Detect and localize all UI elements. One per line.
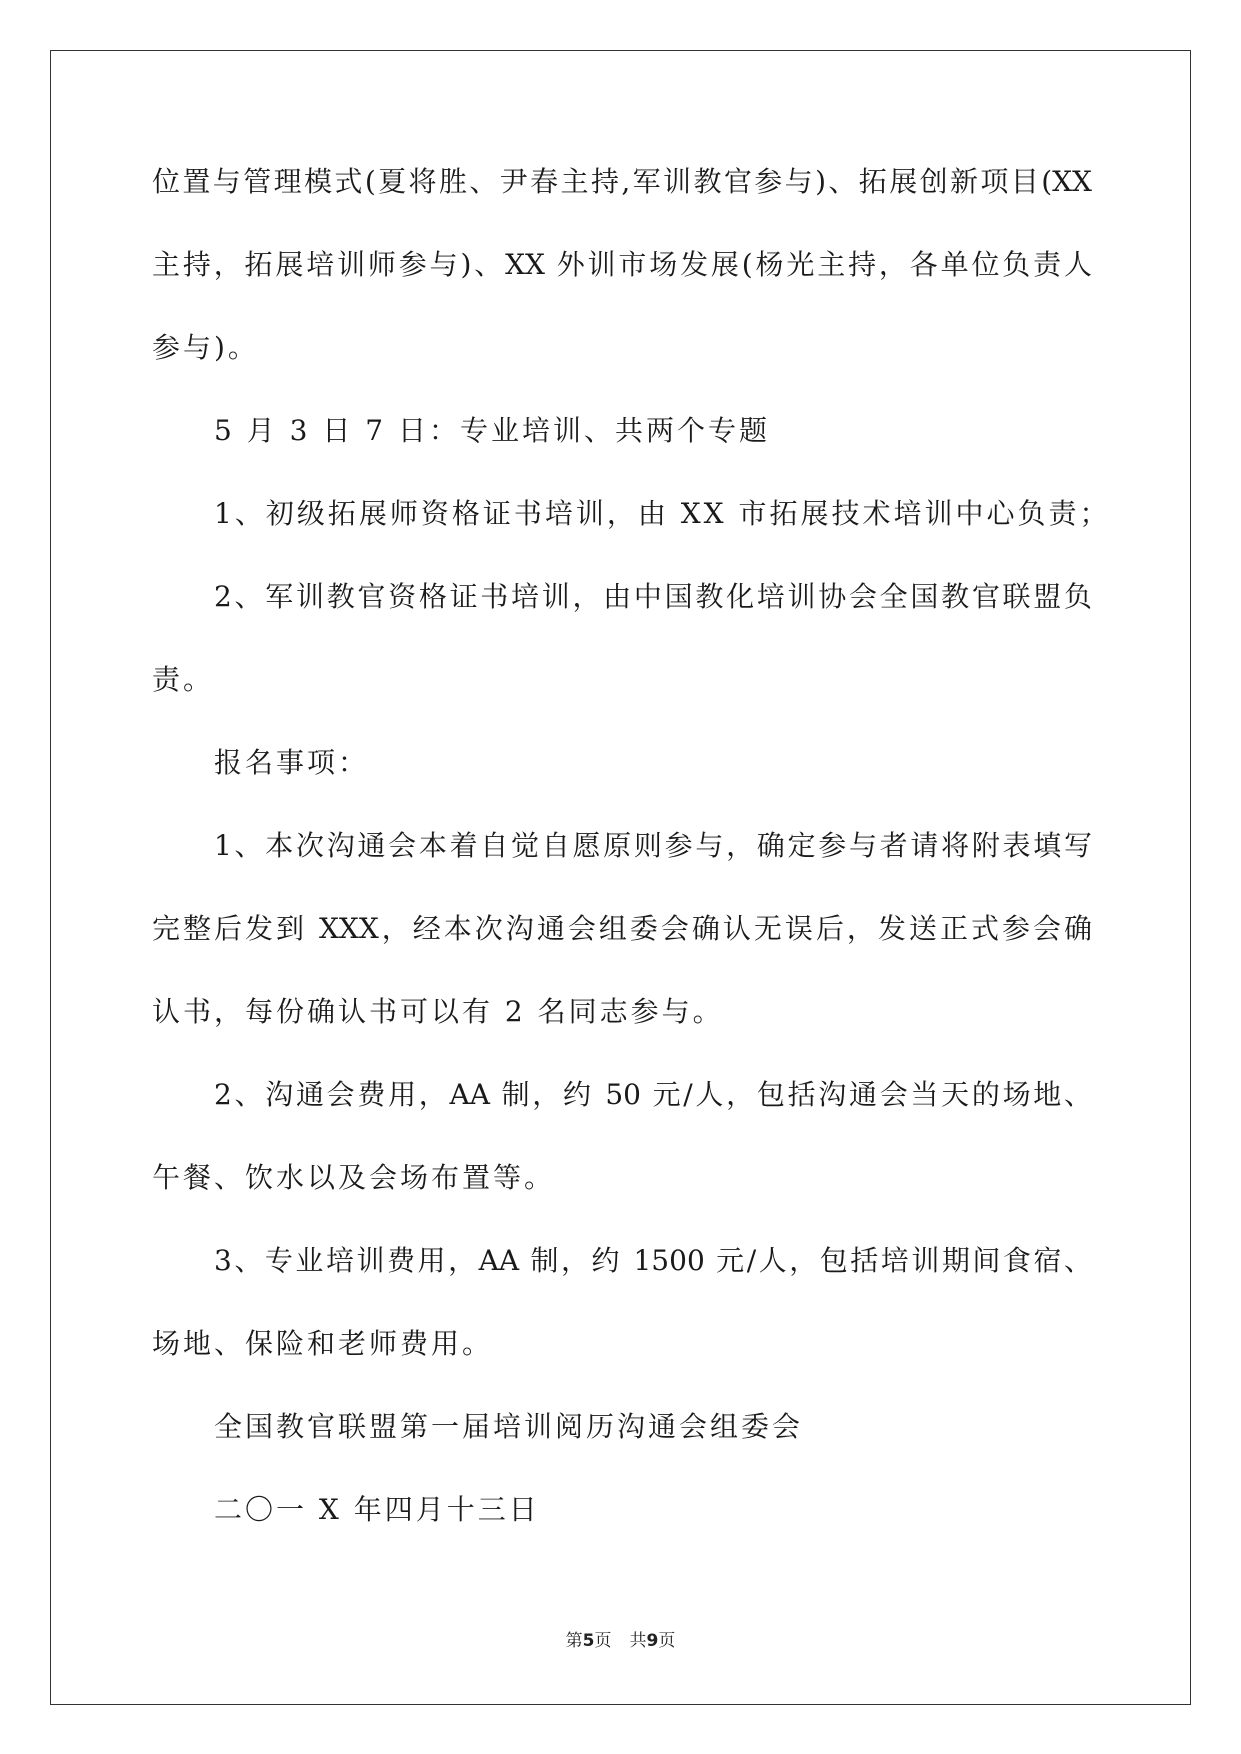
text-line: 参与)。	[152, 331, 259, 364]
text-line: 2、军训教官资格证书培训，由中国教化培训协会全国教官联盟负	[214, 580, 1092, 613]
text-line: 5 月 3 日 7 日：专业培训、共两个专题	[214, 414, 770, 447]
document-body	[152, 162, 1111, 1573]
text-line: 全国教官联盟第一届培训阅历沟通会组委会	[214, 1410, 804, 1443]
footer-total-suffix: 页	[658, 1631, 676, 1651]
text-line: 1、初级拓展师资格证书培训，由 XX 市拓展技术培训中心负责；	[214, 497, 1111, 530]
text-line: 1、本次沟通会本着自觉自愿原则参与，确定参与者请将附表填写	[214, 829, 1092, 862]
footer-total-prefix: 共	[629, 1631, 647, 1651]
text-line: 报名事项：	[214, 746, 370, 779]
text-line: 3、专业培训费用，AA 制，约 1500 元/人，包括培训期间食宿、	[214, 1244, 1092, 1277]
footer-prefix: 第	[565, 1631, 583, 1651]
text-line: 位置与管理模式(夏将胜、尹春主持,军训教官参与)、拓展创新项目(XX	[152, 165, 1092, 198]
text-line: 午餐、饮水以及会场布置等。	[152, 1161, 556, 1194]
text-line: 场地、保险和老师费用。	[152, 1327, 494, 1360]
page-number-footer	[0, 1626, 1241, 1651]
text-line: 主持，拓展培训师参与)、XX 外训市场发展(杨光主持，各单位负责人	[152, 248, 1092, 281]
footer-page-suffix: 页	[594, 1631, 612, 1651]
total-pages-number: 9	[646, 1631, 659, 1651]
text-line: 2、沟通会费用，AA 制，约 50 元/人，包括沟通会当天的场地、	[214, 1078, 1092, 1111]
text-line: 完整后发到 XXX，经本次沟通会组委会确认无误后，发送正式参会确	[152, 912, 1092, 945]
current-page-number: 5	[582, 1631, 595, 1651]
text-line: 认书，每份确认书可以有 2 名同志参与。	[152, 995, 724, 1028]
text-line: 二〇一 X 年四月十三日	[214, 1493, 540, 1526]
text-line: 责。	[152, 663, 215, 696]
